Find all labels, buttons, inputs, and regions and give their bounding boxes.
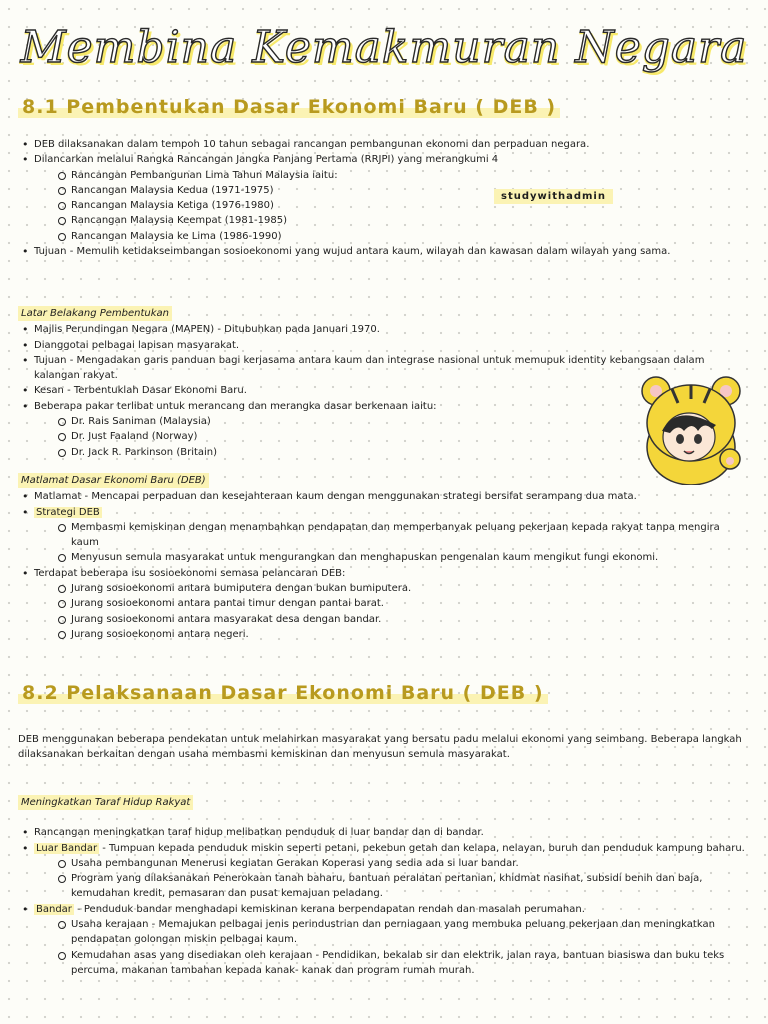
list-item: • Kesan - Terbentuklah Dasar Ekonomi Baru. xyxy=(18,383,750,398)
taraf-hidup-heading: Meningkatkan Taraf Hidup Rakyat xyxy=(18,795,193,810)
latar-belakang-heading: Latar Belakang Pembentukan xyxy=(18,306,172,321)
list-item: Dr. Just Faaland (Norway) xyxy=(18,429,750,444)
section-2-heading: 8.2 Pelaksanaan Dasar Ekonomi Baru ( DEB ) xyxy=(18,682,548,704)
list-item: • DEB dilaksanakan dalam tempoh 10 tahun sebagai rancangan pembangunan ekonomi dan perpaduan negara. xyxy=(18,137,750,152)
list-item: • Majlis Perundingan Negara (MAPEN) - Ditubuhkan pada Januari 1970. xyxy=(18,322,750,337)
matlamat-heading: Matlamat Dasar Ekonomi Baru (DEB) xyxy=(18,473,209,488)
list-item: Jurang sosioekonomi antara pantai timur dengan pantai barat. xyxy=(18,596,750,611)
list-item: Program yang dilaksanakan Penerokaan tanah baharu, bantuan peralatan pertanian, khidmat nasihat, subsidi benih dan baja, kemudahan kredit, pemasaran dan pusat kemajuan peladang. xyxy=(18,871,750,902)
luar-bandar-label: Luar Bandar xyxy=(36,842,98,854)
tiger-mascot-icon xyxy=(632,373,750,485)
list-item: • Beberapa pakar terlibat untuk merancang dan merangka dasar berkenaan iaitu: xyxy=(18,399,750,414)
list-item: Usaha kerajaan - Memajukan pelbagai jenis perindustrian dan perniagaan yang membuka peluang pekerjaan dan meningkatkan pendapatan golongan miskin pelbagai kaum. xyxy=(18,917,750,948)
list-item: • Dilancarkan melalui Rangka Rancangan Jangka Panjang Pertama (RRJPI) yang merangkumi 4 xyxy=(18,152,750,167)
list-item: • Tujuan - Mengadakan garis panduan bagi kerjasama antara kaum dan integrase nasional untuk memupuk identity kebangsaan dalam kalangan rakyat. xyxy=(18,353,750,384)
list-item: Jurang sosioekonomi antara negeri. xyxy=(18,627,750,642)
matlamat-block xyxy=(18,471,750,642)
page-title: Membina Kemakmuran Negara xyxy=(20,22,748,73)
list-item: • Rancangan meningkatkan taraf hidup melibatkan penduduk di luar bandar dan di bandar. xyxy=(18,825,750,840)
list-item: Dr. Rais Saniman (Malaysia) xyxy=(18,414,750,429)
bandar-label: Bandar xyxy=(36,903,72,915)
luar-bandar-text: - Tumpuan kepada penduduk miskin seperti petani, pekebun getah dan kelapa, nelayan, buruh dan penduduk kampung baharu. xyxy=(99,842,745,854)
list-item: Rancangan Malaysia ke Lima (1986-1990) xyxy=(18,229,750,244)
list-item: Menyusun semula masyarakat untuk mengurangkan dan menghapuskan pengenalan kaum mengikut fungi ekonomi. xyxy=(18,550,750,565)
list-item: Rancangan Pembangunan Lima Tahun Malaysia iaitu: xyxy=(18,168,750,183)
bandar-text: - Penduduk bandar menghadapi kemiskinan kerana berpendapatan rendah dan masalah perumahan. xyxy=(73,903,585,915)
list-item: Rancangan Malaysia Ketiga (1976-1980) xyxy=(18,198,750,213)
list-item xyxy=(18,841,750,856)
intro-paragraph: DEB menggunakan beberapa pendekatan untuk melahirkan masyarakat yang bersatu padu melalui ekonomi yang seimbang. Beberapa langkah dilaksanakan berkaitan dengan usaha membasmi kemiskinan dan menyusun semula masyarakat. xyxy=(18,734,742,761)
list-item: Membasmi kemiskinan dengan menambahkan pendapatan dan memperbanyak peluang pekerjaan kepada rakyat tanpa mengira kaum xyxy=(18,520,750,551)
author-handle: studywithadmin xyxy=(494,189,613,204)
list-item: Rancangan Malaysia Kedua (1971-1975) xyxy=(18,183,750,198)
list-item xyxy=(18,505,750,520)
list-item: Jurang sosioekonomi antara bumiputera dengan bukan bumiputera. xyxy=(18,581,750,596)
list-item: Rancangan Malaysia Keempat (1981-1985) xyxy=(18,213,750,228)
list-item xyxy=(18,902,750,917)
section-1-intro xyxy=(18,137,750,259)
strategi-label: Strategi DEB xyxy=(36,506,100,518)
list-item: • Matlamat - Mencapai perpaduan dan kesejahteraan kaum dengan menggunakan strategi bersifat serampang dua mata. xyxy=(18,489,750,504)
section-1-heading: 8.1 Pembentukan Dasar Ekonomi Baru ( DEB ) xyxy=(18,96,560,118)
list-item: Jurang sosioekonomi antara masyarakat desa dengan bandar. xyxy=(18,612,750,627)
list-item: • Terdapat beberapa isu sosioekonomi semasa pelancaran DEB: xyxy=(18,566,750,581)
section-2-intro xyxy=(18,732,750,763)
list-item: Usaha pembangunan Menerusi kegiatan Gerakan Koperasi yang sedia ada si luar bandar. xyxy=(18,856,750,871)
list-item: • Dianggotai pelbagai lapisan masyarakat. xyxy=(18,338,750,353)
list-item: Kemudahan asas yang disediakan oleh kerajaan - Pendidikan, bekalab sir dan elektrik, jalan raya, bantuan biasiswa dan buku teks percuma, makanan tambahan kepada kanak- kanak dan program rumah murah. xyxy=(18,948,750,979)
taraf-hidup-block xyxy=(18,793,750,978)
list-item: Dr. Jack R. Parkinson (Britain) xyxy=(18,445,750,460)
list-item: • Tujuan - Memulih ketidakseimbangan sosioekonomi yang wujud antara kaum, wilayah dan kawasan dalam wilayah yang sama. xyxy=(18,244,750,259)
